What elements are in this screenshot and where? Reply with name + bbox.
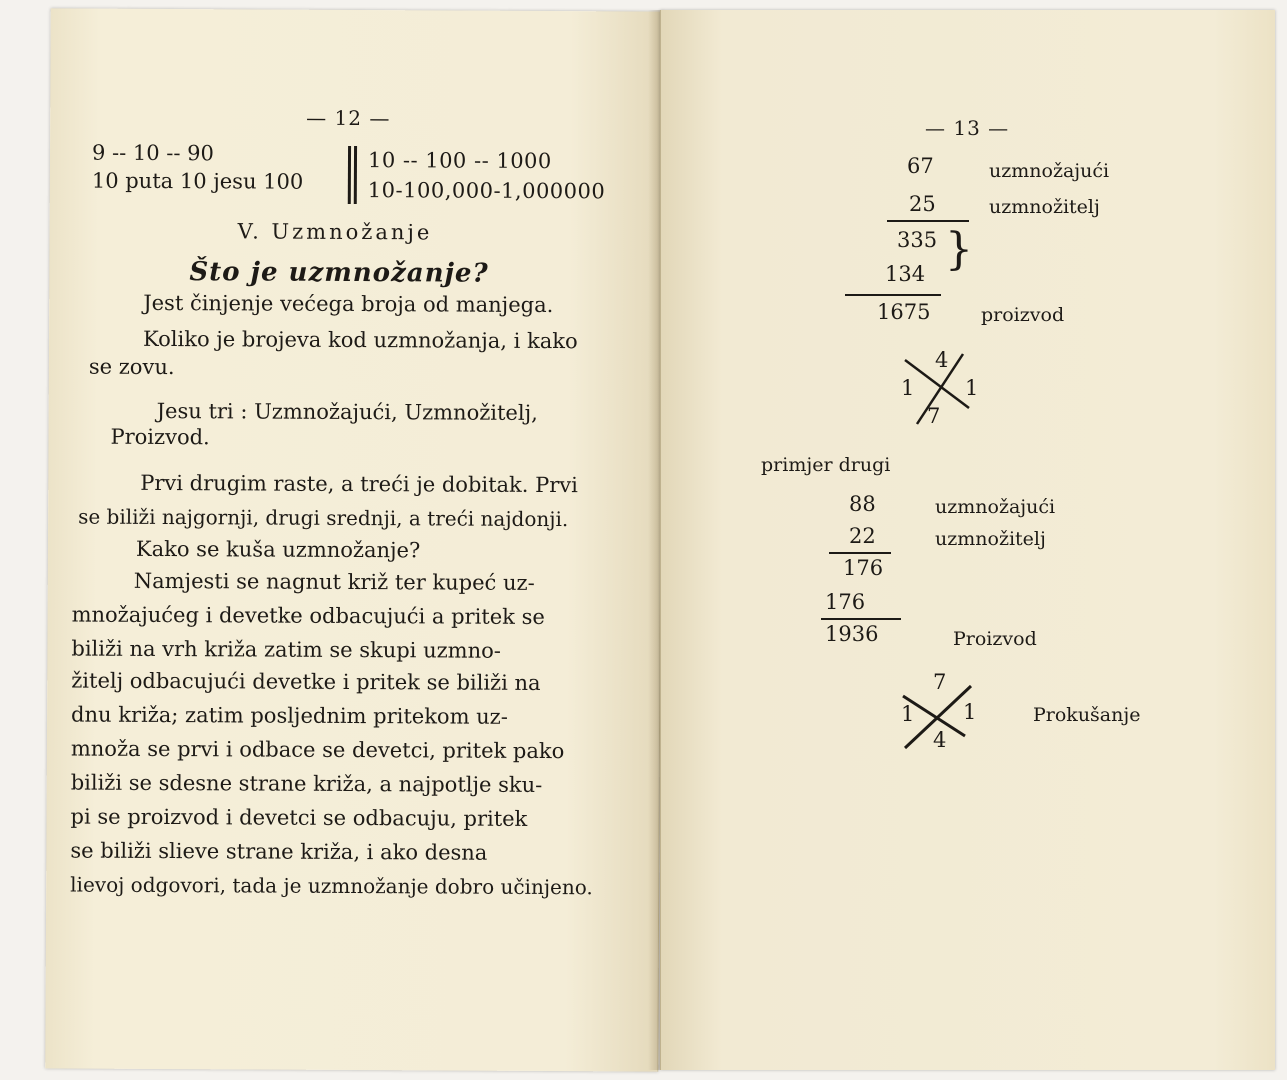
text-line: žitelj odbacujući devetke i pritek se biliži na [71, 668, 541, 695]
text-line: dnu križa; zatim posljednim pritekom uz- [71, 702, 508, 729]
left-page [45, 8, 664, 1071]
rule [887, 220, 969, 222]
partial-product: 176 [825, 590, 866, 614]
check-left: 1 [901, 376, 915, 400]
page-number: — 13 — [925, 116, 1010, 140]
rule [821, 618, 901, 620]
text-line: Jesu tri : Uzmnožajući, Uzmnožitelj, [156, 398, 538, 425]
check-bottom: 4 [933, 728, 947, 752]
text-line: se zovu. [88, 354, 175, 380]
product-label: proizvod [981, 304, 1065, 326]
text-line: se biliži najgornji, drugi srednji, a treći najdonji. [78, 504, 569, 532]
partial-product: 335 [897, 228, 938, 252]
partial-product: 176 [843, 556, 884, 580]
multiplier-label: uzmnožitelj [935, 528, 1046, 550]
question-heading: Što je uzmnožanje? [189, 257, 489, 289]
text-line: lievoj odgovori, tada je uzmnožanje dobro učinjeno. [70, 872, 593, 900]
text-line: biliži se sdesne strane križa, a najpotlje sku- [70, 770, 543, 797]
table-row2-left: 10 puta 10 jesu 100 [91, 168, 304, 194]
multiplicand-label: uzmnožajući [935, 496, 1056, 518]
text-line: se biliži slieve strane križa, i ako desna [70, 838, 488, 865]
text-line: pi se proizvod i devetci se odbacuju, pritek [70, 804, 528, 831]
table-row1-left: 9 -- 10 -- 90 [91, 140, 214, 166]
text-line: Namjesti se nagnut križ ter kupeć uz- [133, 568, 535, 595]
text-line: biliži na vrh križa zatim se skupi uzmno- [71, 636, 501, 663]
text-line: množajućeg i devetke odbacujući a pritek se [71, 602, 545, 629]
multiplicand-label: uzmnožajući [989, 160, 1110, 182]
partial-product: 134 [885, 262, 926, 286]
multiplicand: 88 [849, 492, 876, 516]
check-top: 7 [933, 670, 947, 694]
product: 1936 [825, 622, 879, 646]
multiplier: 22 [849, 524, 876, 548]
check-left: 1 [901, 702, 915, 726]
check-bottom: 7 [927, 404, 941, 428]
text-line: Koliko je brojeva kod uzmnožanja, i kako [142, 326, 578, 354]
multiplicand: 67 [907, 154, 934, 178]
multiplier: 25 [909, 192, 936, 216]
table-row2-right: 10-100,000-1,000000 [367, 178, 606, 204]
multiplier-label: uzmnožitelj [989, 196, 1100, 218]
product: 1675 [877, 300, 931, 324]
text-line: Prvi drugim raste, a treći je dobitak. Prvi [140, 470, 578, 498]
table-row1-right: 10 -- 100 -- 1000 [367, 148, 552, 174]
check-right: 1 [965, 376, 979, 400]
text-line: Proizvod. [110, 424, 210, 450]
check-right: 1 [963, 700, 977, 724]
text-line: Jest činjenje većega broja od manjega. [143, 290, 554, 318]
check-top: 4 [935, 348, 949, 372]
table-divider [348, 146, 351, 204]
section-title: V. Uzmnožanje [237, 219, 433, 245]
rule [829, 552, 891, 554]
rule [845, 294, 941, 296]
table-divider-double [354, 146, 357, 204]
right-page [660, 10, 1275, 1070]
text-line: Kako se kuša uzmnožanje? [135, 536, 421, 563]
example-heading: primjer drugi [761, 454, 891, 476]
check-label: Prokušanje [1033, 704, 1141, 726]
text-line: množa se prvi i odbace se devetci, pritek pako [70, 736, 565, 764]
product-label: Proizvod [953, 628, 1037, 650]
brace: } [945, 224, 973, 275]
page-number: — 12 — [306, 105, 391, 131]
